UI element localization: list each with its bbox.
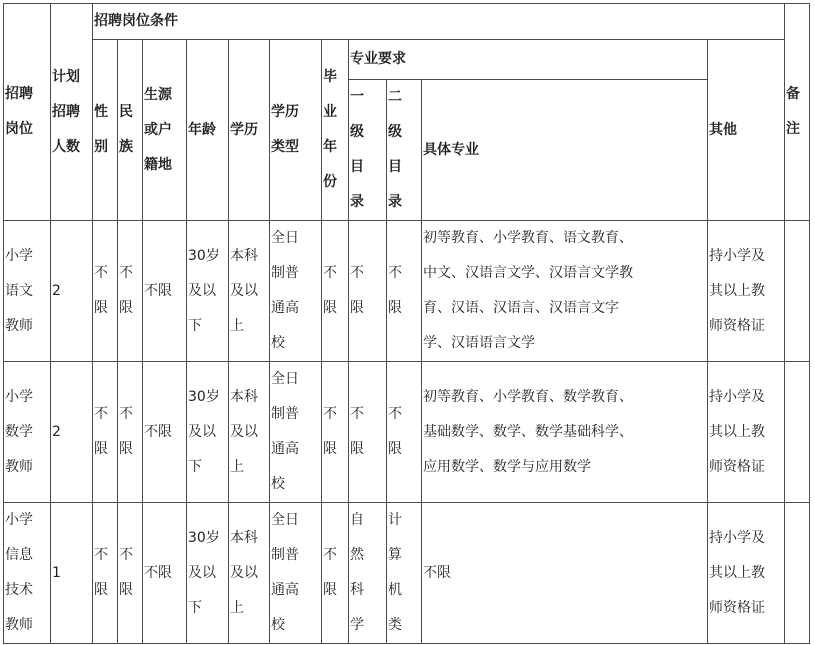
header-other: 其他: [708, 40, 785, 221]
header-origin: 生源或户籍地: [143, 40, 187, 221]
header-ethnicity: 民族: [118, 40, 143, 221]
cell-major: 不限: [422, 503, 708, 644]
table-row: [4, 221, 810, 362]
cell-level2: 不限: [387, 221, 422, 362]
cell-count: 2: [51, 221, 93, 362]
header-gender: 性别: [93, 40, 118, 221]
cell-grad-year: 不限: [322, 221, 349, 362]
cell-education: 本科及以上: [229, 362, 270, 503]
table-row: [4, 362, 810, 503]
cell-age: 30岁及以下: [187, 362, 229, 503]
header-grad-year: 毕业年份: [322, 40, 349, 221]
cell-major: 初等教育、小学教育、数学教育、基础数学、数学、数学基础科学、应用数学、数学与应用数学: [422, 362, 708, 503]
cell-grad-year: 不限: [322, 362, 349, 503]
cell-ethnicity: 不限: [118, 503, 143, 644]
cell-count: 1: [51, 503, 93, 644]
cell-level2: 不限: [387, 362, 422, 503]
header-age: 年龄: [187, 40, 229, 221]
cell-other: 持小学及其以上教师资格证: [708, 362, 785, 503]
cell-level1: 不限: [349, 362, 387, 503]
cell-ethnicity: 不限: [118, 221, 143, 362]
cell-gender: 不限: [93, 503, 118, 644]
header-remarks: 备注: [785, 4, 810, 221]
cell-count: 2: [51, 362, 93, 503]
header-specific-major: 具体专业: [422, 80, 708, 221]
header-level2: 二级目录: [387, 80, 422, 221]
header-planned-count: 计划招聘人数: [51, 4, 93, 221]
cell-edu-type: 全日制普通高校: [270, 221, 322, 362]
cell-origin: 不限: [143, 503, 187, 644]
cell-ethnicity: 不限: [118, 362, 143, 503]
cell-remarks: [785, 362, 810, 503]
recruitment-table: [3, 3, 810, 644]
cell-age: 30岁及以下: [187, 503, 229, 644]
cell-edu-type: 全日制普通高校: [270, 362, 322, 503]
cell-remarks: [785, 503, 810, 644]
cell-position: 小学语文教师: [4, 221, 51, 362]
cell-edu-type: 全日制普通高校: [270, 503, 322, 644]
table-row: [4, 503, 810, 644]
cell-age: 30岁及以下: [187, 221, 229, 362]
cell-education: 本科及以上: [229, 221, 270, 362]
cell-position: 小学信息技术教师: [4, 503, 51, 644]
cell-gender: 不限: [93, 221, 118, 362]
cell-major: 初等教育、小学教育、语文教育、中文、汉语言文学、汉语言文学教育、汉语、汉语言、汉语言文字学、汉语语言文学: [422, 221, 708, 362]
header-level1: 一级目录: [349, 80, 387, 221]
cell-other: 持小学及其以上教师资格证: [708, 503, 785, 644]
cell-education: 本科及以上: [229, 503, 270, 644]
cell-level1: 自然科学: [349, 503, 387, 644]
cell-origin: 不限: [143, 221, 187, 362]
header-position: 招聘岗位: [4, 4, 51, 221]
cell-other: 持小学及其以上教师资格证: [708, 221, 785, 362]
cell-position: 小学数学教师: [4, 362, 51, 503]
cell-level1: 不限: [349, 221, 387, 362]
cell-origin: 不限: [143, 362, 187, 503]
header-conditions: 招聘岗位条件: [93, 4, 785, 40]
cell-gender: 不限: [93, 362, 118, 503]
header-edu-type: 学历类型: [270, 40, 322, 221]
header-major-req: 专业要求: [349, 40, 708, 80]
recruitment-table-container: [3, 3, 810, 644]
header-education: 学历: [229, 40, 270, 221]
cell-level2: 计算机类: [387, 503, 422, 644]
cell-remarks: [785, 221, 810, 362]
cell-grad-year: 不限: [322, 503, 349, 644]
